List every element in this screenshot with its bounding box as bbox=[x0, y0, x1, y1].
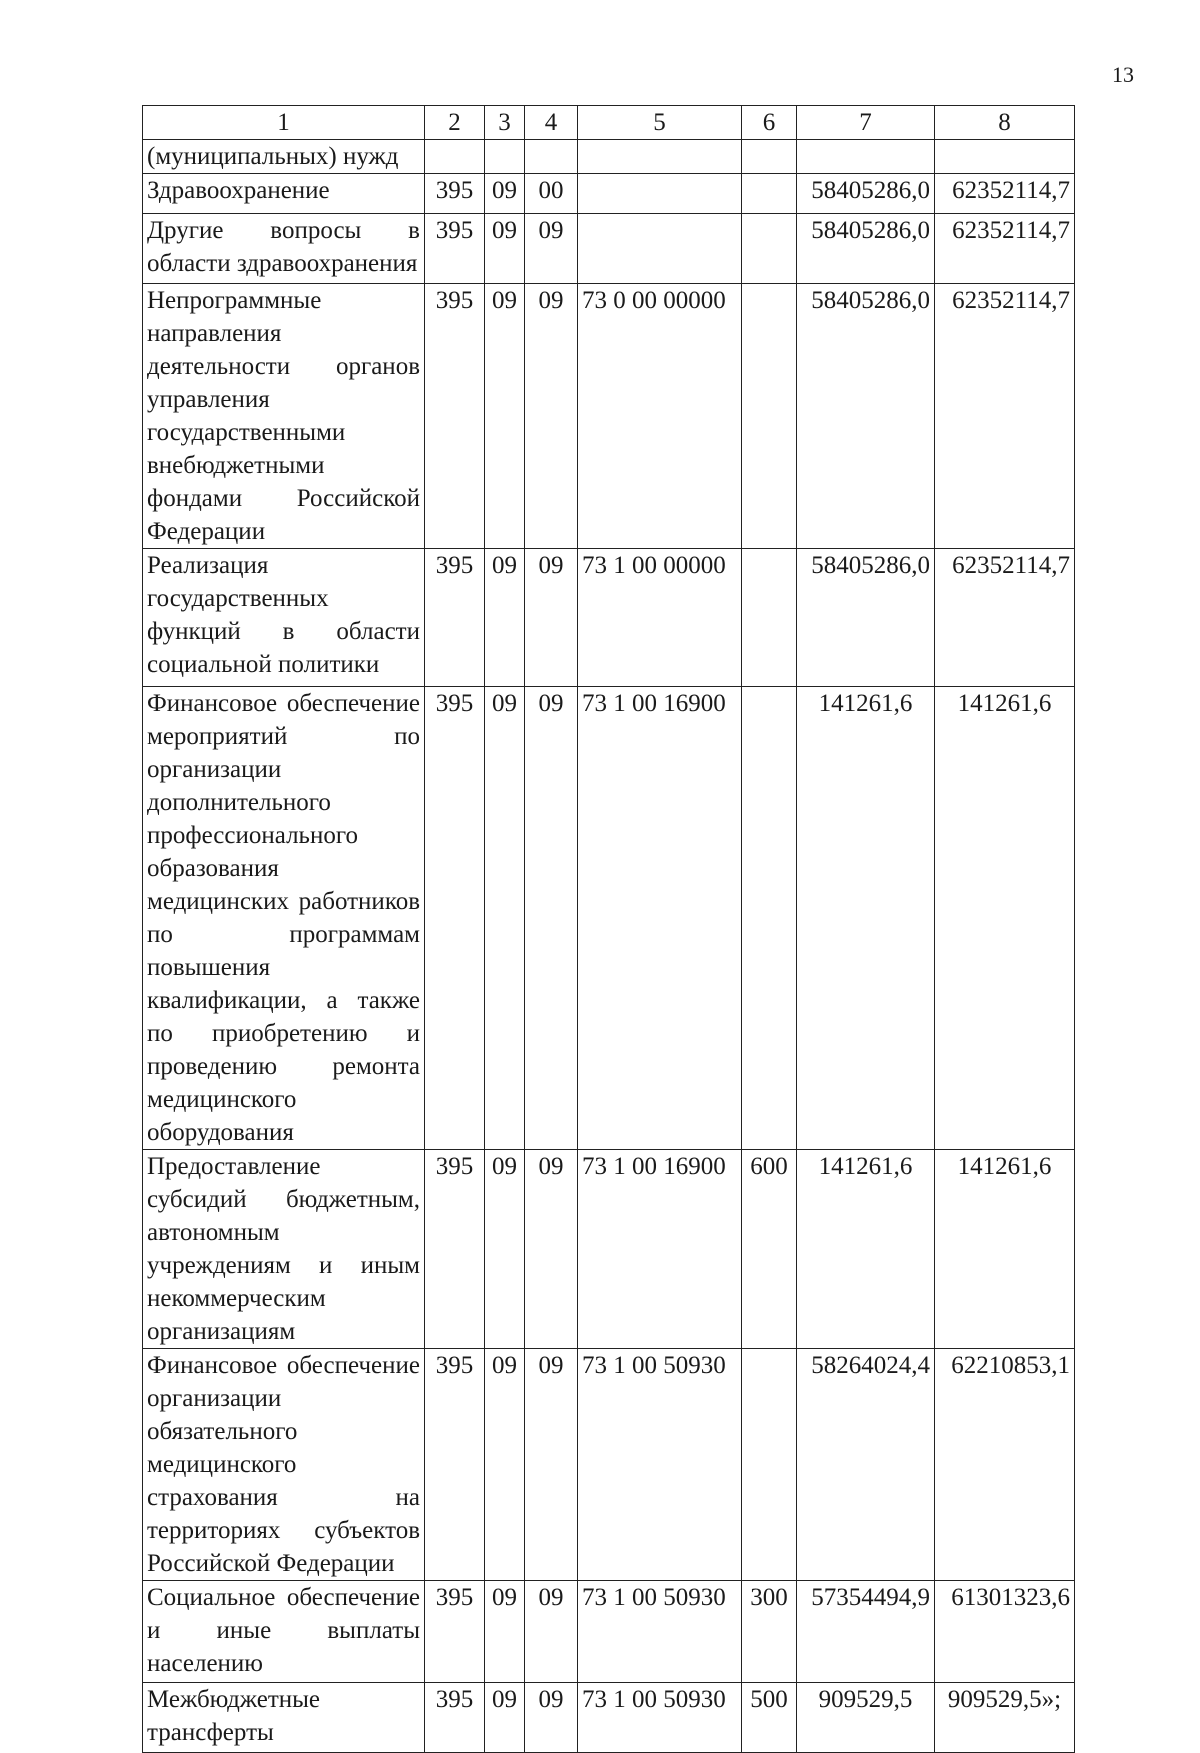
cell-col-4: 09 bbox=[525, 549, 578, 687]
header-col-2: 2 bbox=[425, 106, 485, 140]
row-name: Межбюджетные трансферты bbox=[143, 1683, 425, 1753]
cell-col-5: 73 1 00 00000 bbox=[578, 549, 742, 687]
cell-col-7: 57354494,9 bbox=[797, 1581, 935, 1683]
cell-col-3: 09 bbox=[485, 284, 525, 549]
cell-col-4: 09 bbox=[525, 1683, 578, 1753]
cell-col-6 bbox=[742, 1349, 797, 1581]
cell-col-4: 09 bbox=[525, 284, 578, 549]
row-name: Реализация государственных функций в области социальной политики bbox=[143, 549, 425, 687]
cell-col-4: 09 bbox=[525, 1349, 578, 1581]
cell-col-4: 09 bbox=[525, 214, 578, 284]
table-row bbox=[143, 549, 1075, 687]
cell-col-7: 141261,6 bbox=[797, 1150, 935, 1349]
cell-col-2 bbox=[425, 140, 485, 174]
table-row bbox=[143, 214, 1075, 284]
cell-col-6 bbox=[742, 174, 797, 214]
cell-col-5: 73 1 00 50930 bbox=[578, 1349, 742, 1581]
header-col-5: 5 bbox=[578, 106, 742, 140]
cell-col-8: 62210853,1 bbox=[935, 1349, 1075, 1581]
cell-col-7: 58405286,0 bbox=[797, 284, 935, 549]
cell-col-3 bbox=[485, 140, 525, 174]
row-name: Другие вопросы в области здравоохранения bbox=[143, 214, 425, 284]
cell-col-3: 09 bbox=[485, 549, 525, 687]
cell-col-8: 62352114,7 bbox=[935, 174, 1075, 214]
cell-col-3: 09 bbox=[485, 687, 525, 1150]
table-row bbox=[143, 174, 1075, 214]
cell-col-4: 00 bbox=[525, 174, 578, 214]
cell-col-4: 09 bbox=[525, 687, 578, 1150]
cell-col-2: 395 bbox=[425, 549, 485, 687]
table-row bbox=[143, 687, 1075, 1150]
row-name: Социальное обеспечение и иные выплаты населению bbox=[143, 1581, 425, 1683]
cell-col-3: 09 bbox=[485, 174, 525, 214]
cell-col-8: 62352114,7 bbox=[935, 549, 1075, 687]
cell-col-2: 395 bbox=[425, 1581, 485, 1683]
cell-col-5: 73 1 00 50930 bbox=[578, 1581, 742, 1683]
cell-col-8: 61301323,6 bbox=[935, 1581, 1075, 1683]
cell-col-5 bbox=[578, 214, 742, 284]
cell-col-3: 09 bbox=[485, 1581, 525, 1683]
cell-col-7: 58264024,4 bbox=[797, 1349, 935, 1581]
cell-col-6 bbox=[742, 140, 797, 174]
header-col-4: 4 bbox=[525, 106, 578, 140]
cell-col-3: 09 bbox=[485, 214, 525, 284]
budget-table bbox=[142, 105, 1075, 1753]
cell-col-7: 141261,6 bbox=[797, 687, 935, 1150]
table-row bbox=[143, 1150, 1075, 1349]
cell-col-8: 141261,6 bbox=[935, 1150, 1075, 1349]
cell-col-6: 600 bbox=[742, 1150, 797, 1349]
cell-col-2: 395 bbox=[425, 1150, 485, 1349]
cell-col-2: 395 bbox=[425, 1683, 485, 1753]
row-name: (муниципальных) нужд bbox=[143, 140, 425, 174]
header-col-6: 6 bbox=[742, 106, 797, 140]
header-col-7: 7 bbox=[797, 106, 935, 140]
table-row bbox=[143, 1581, 1075, 1683]
cell-col-8: 62352114,7 bbox=[935, 284, 1075, 549]
cell-col-7 bbox=[797, 140, 935, 174]
cell-col-3: 09 bbox=[485, 1683, 525, 1753]
cell-col-7: 58405286,0 bbox=[797, 549, 935, 687]
header-col-8: 8 bbox=[935, 106, 1075, 140]
cell-col-6 bbox=[742, 214, 797, 284]
table-row bbox=[143, 1683, 1075, 1753]
cell-col-8 bbox=[935, 140, 1075, 174]
cell-col-5: 73 0 00 00000 bbox=[578, 284, 742, 549]
cell-col-6: 300 bbox=[742, 1581, 797, 1683]
row-name: Предоставление субсидий бюджетным, автономным учреждениям и иным некоммерческим организациям bbox=[143, 1150, 425, 1349]
cell-col-2: 395 bbox=[425, 284, 485, 549]
cell-col-8: 141261,6 bbox=[935, 687, 1075, 1150]
cell-col-6 bbox=[742, 549, 797, 687]
cell-col-6 bbox=[742, 284, 797, 549]
cell-col-4: 09 bbox=[525, 1581, 578, 1683]
cell-col-6: 500 bbox=[742, 1683, 797, 1753]
cell-col-8: 62352114,7 bbox=[935, 214, 1075, 284]
cell-col-5: 73 1 00 50930 bbox=[578, 1683, 742, 1753]
table-row bbox=[143, 140, 1075, 174]
cell-col-6 bbox=[742, 687, 797, 1150]
cell-col-2: 395 bbox=[425, 174, 485, 214]
page-number: 13 bbox=[1112, 62, 1134, 87]
cell-col-7: 58405286,0 bbox=[797, 174, 935, 214]
cell-col-8: 909529,5»; bbox=[935, 1683, 1075, 1753]
cell-col-5 bbox=[578, 140, 742, 174]
header-col-1: 1 bbox=[143, 106, 425, 140]
cell-col-7: 909529,5 bbox=[797, 1683, 935, 1753]
header-row bbox=[143, 106, 1075, 140]
cell-col-7: 58405286,0 bbox=[797, 214, 935, 284]
row-name: Непрограммные направления деятельности органов управления государственными внебюджетными фондами Российской Федерации bbox=[143, 284, 425, 549]
row-name: Финансовое обеспечение мероприятий по организации дополнительного профессионального образования медицинских работников по программам повышения квалификации, а также по приобретению и проведению ремонта медицинского оборудования bbox=[143, 687, 425, 1150]
cell-col-5: 73 1 00 16900 bbox=[578, 687, 742, 1150]
cell-col-3: 09 bbox=[485, 1150, 525, 1349]
cell-col-5: 73 1 00 16900 bbox=[578, 1150, 742, 1349]
cell-col-2: 395 bbox=[425, 1349, 485, 1581]
row-name: Финансовое обеспечение организации обязательного медицинского страхования на территориях субъектов Российской Федерации bbox=[143, 1349, 425, 1581]
header-col-3: 3 bbox=[485, 106, 525, 140]
cell-col-2: 395 bbox=[425, 687, 485, 1150]
cell-col-4 bbox=[525, 140, 578, 174]
cell-col-3: 09 bbox=[485, 1349, 525, 1581]
cell-col-5 bbox=[578, 174, 742, 214]
row-name: Здравоохранение bbox=[143, 174, 425, 214]
table-row bbox=[143, 284, 1075, 549]
cell-col-4: 09 bbox=[525, 1150, 578, 1349]
cell-col-2: 395 bbox=[425, 214, 485, 284]
table-row bbox=[143, 1349, 1075, 1581]
